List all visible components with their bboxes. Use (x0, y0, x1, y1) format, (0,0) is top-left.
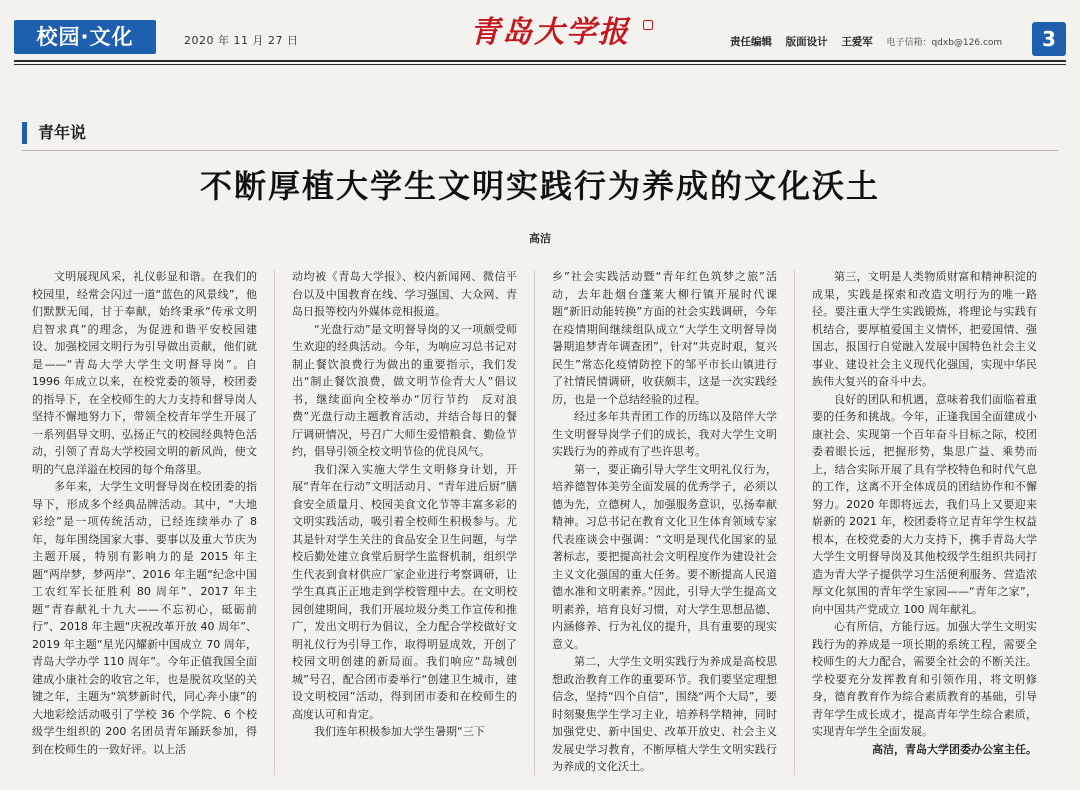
header-rule-thin (14, 64, 1066, 65)
article-column-1 (32, 268, 268, 778)
masthead-logo (455, 10, 645, 56)
editor-credits (730, 34, 1012, 49)
paragraph: 第三，文明是人类物质财富和精神积淀的成果，实践是探索和改造文明行为的唯一路径。要注重大学生实践锻炼，将理论与实践有机结合，要厚植爱国主义情怀，把爱国情、强国志，报国行自觉融入发展中国特色社会主义事业、建设社会主义现代化强国，实现中华民族伟大复兴的奋斗中去。 (812, 270, 1037, 388)
article-column-4 (812, 268, 1037, 778)
editor-email: 电子信箱：qdxb@126.com (886, 38, 1003, 48)
section-tag: 校园·文化 (14, 20, 156, 54)
paragraph: 文明展现风采，礼仪彰显和谐。在我们的校园里，经常会闪过一道“蓝色的风景线”，他们默默无闻，甘于奉献，始终秉承“传承文明 启智求真”的理念，为促进和谐平安校园建设、加强校园文明行为引导做出贡献，他们就是——“青岛大学大学生文明督导岗”。自 1996 年成立以来，在校党委的领导，校团委的指导下，在全校师生的大力支持和督导岗人坚持不懈地努力下，带领全校青年学生开展了一系列倡导文明、弘扬正气的校园经典特色活动，引领了青岛大学校园文明的新风尚，使文明的气息洋溢在校园的每个角落里。 (32, 270, 268, 476)
page-number: 3 (1032, 22, 1066, 56)
credit-editor: 责任编辑 (730, 36, 772, 48)
paragraph: 我们连年积极参加大学生暑期“三下 (314, 725, 485, 738)
paragraph: 心有所信，方能行远。加强大学生文明实践行为的养成是一项长期的系统工程，需要全校师生的大力配合，需要全社会的不断关注。学校要充分发挥教育和引领作用，将文明修身，德育教育作为综合素质教育的基础，引导青年学生成长成才，提高青年学生综合素质，实现青年学生全面发展。 (812, 620, 1037, 738)
masthead-title: 青岛大学报 (470, 15, 630, 50)
paragraph: 多年来，大学生文明督导岗在校团委的指导下，形成多个经典品牌活动。其中，“大地彩绘”是一项传统活动，已经连续举办了 8 年，每年围绕国家大事、要事以及重大节庆为主题开展，特别有影响力的是 2015 年主题“两岸梦，梦两岸”、2016 年主题“纪念中国工农红军长征胜利 80 周年”、2017 年主题“青春献礼十九大——不忘初心，砥砺前行”、2018 年主题“庆祝改革开放 40 周年”、2019 年主题“星光闪耀新中国成立 70 周年，青岛大学办学 110 周年”。今年正值我国全面建成小康社会的收官之年，也是脱贫攻坚的关键之年，主题为“筑梦新时代，同心奔小康”的大地彩绘活动吸引了学校 36 个学院、6 个校级学生组织的 200 名团员青年踊跃参加，得到在校师生的一致好评。以上活 (32, 480, 257, 756)
credit-name: 王爱军 (841, 36, 873, 48)
publication-date: 2020 年 11 月 27 日 (184, 34, 299, 47)
column-divider (794, 270, 795, 775)
paragraph: 乡”社会实践活动暨“青年红色筑梦之旅”活动，去年赴烟台蓬莱大柳行镇开展时代课题“新旧动能转换”方面的社会实践调研，今年在疫情期间继续组队成立“大学生文明督导岗暑期追梦青年调查团”，针对“共克时艰，复兴民生”常态化疫情防控下的邹平市长山镇进行了社情民情调研，收获颇丰，这是一次实践经历，也是一个总结经验的过程。 (552, 270, 777, 406)
author-signoff: 高洁，青岛大学团委办公室主任。 (872, 742, 1037, 756)
column-label-text: 青年说 (38, 123, 87, 142)
paragraph: 第一，要正确引导大学生文明礼仪行为，培养德智体美劳全面发展的优秀学子，必须以德为先，立德树人，加强服务意识，弘扬奉献精神。习总书记在教育文化卫生体育领域专家代表座谈会中强调：“文明是现代化国家的显著标志，要把提高社会文明程度作为建设社会主义文化强国的重大任务。要不断提高人民道德水准和文明素养。”因此，引导大学生提高文明素养，培育良好习惯，对大学生思想品德、内涵修养、行为礼仪的提升，具有重要的现实意义。 (552, 462, 777, 651)
credit-layout: 版面设计 (785, 36, 828, 48)
header-rule (14, 60, 1066, 62)
article-column-2 (292, 268, 517, 778)
column-divider (534, 270, 535, 775)
page-header (0, 0, 1080, 64)
article-byline: 高洁 (529, 232, 551, 245)
paragraph: 经过多年共青团工作的历练以及陪伴大学生文明督导岗学子们的成长，我对大学生文明实践行为的养成有了些许思考。 (552, 410, 777, 458)
paragraph: 动均被《青岛大学报》、校内新闻网、微信平台以及中国教育在线、学习强国、大众网、青岛日报等校内外媒体竞相报道。 (292, 270, 517, 318)
paragraph: 第二，大学生文明实践行为养成是高校思想政治教育工作的重要环节。我们要坚定理想信念，坚持“四个自信”，围绕“两个大局”，要时刻聚焦学生学习主业，培养科学精神，同时加强党史、新中国史、改革开放史、社会主义发展史学习教育，不断厚植大学生文明实践行为养成的文化沃土。 (552, 655, 777, 773)
paragraph: “光盘行动”是文明督导岗的又一项颇受师生欢迎的经典活动。今年，为响应习总书记对制止餐饮浪费行为做出的重要指示，我们发出“制止餐饮浪费，做文明节俭青大人”倡议书，继续面向全校举办“厉行节约 反对浪费”光盘行动主题教育活动，并结合每日的餐厅调研情况，号召广大师生爱惜粮食、勤俭节约，倡导引领全校文明节俭的优良风气。 (292, 322, 517, 458)
paragraph: 我们深入实施大学生文明修身计划，开展“青年在行动”文明活动月、“青年进后厨”膳食安全质量月、校园美食文化节等丰富多彩的文明实践活动，吸引着全校师生积极参与。尤其是针对学生关注的食品安全卫生问题，与学校后勤处建立食堂后厨学生监督机制，组织学生代表到食材供应厂家企业进行考察调研，让学生真真正正地走到学校管理中去。在文明校园创建期间，我们开展垃圾分类工作宣传和推广，发出文明行为倡议，全力配合学校做好文明礼仪行为引导工作，取得明显成效，开创了校园文明创建的新局面。我们响应“岛城创城”号召，配合团市委举行“创建卫生城市，建设文明校园”活动，得到团市委和在校师生的高度认可和肯定。 (292, 462, 517, 721)
seal-icon (643, 20, 653, 30)
column-label-rule (22, 150, 1058, 151)
column-divider (274, 270, 275, 775)
article-headline: 不断厚植大学生文明实践行为养成的文化沃土 (199, 167, 880, 205)
column-label-bar (22, 122, 27, 144)
paragraph: 良好的团队和机遇，意味着我们面临着重要的任务和挑战。今年，正逢我国全面建成小康社会、实现第一个百年奋斗目标之际，校团委着眼长远，把握形势，集思广益、乘势而上，结合实际开展了具有学校特色和时代气息的工作，这离不开全体成员的团结协作和不懈努力。2020 年即将远去，我们马上又要迎来崭新的 2021 年，校团委将立足青年学生权益根本，在校党委的大力支持下，携手青岛大学大学生文明督导岗及其他校级学生组织共同打造为青大学子提供学习生活便利服务、营造浓厚文化氛围的青年学生家园——“青年之家”，向中国共产党成立 100 周年献礼。 (812, 392, 1037, 616)
article-column-3 (552, 268, 777, 778)
